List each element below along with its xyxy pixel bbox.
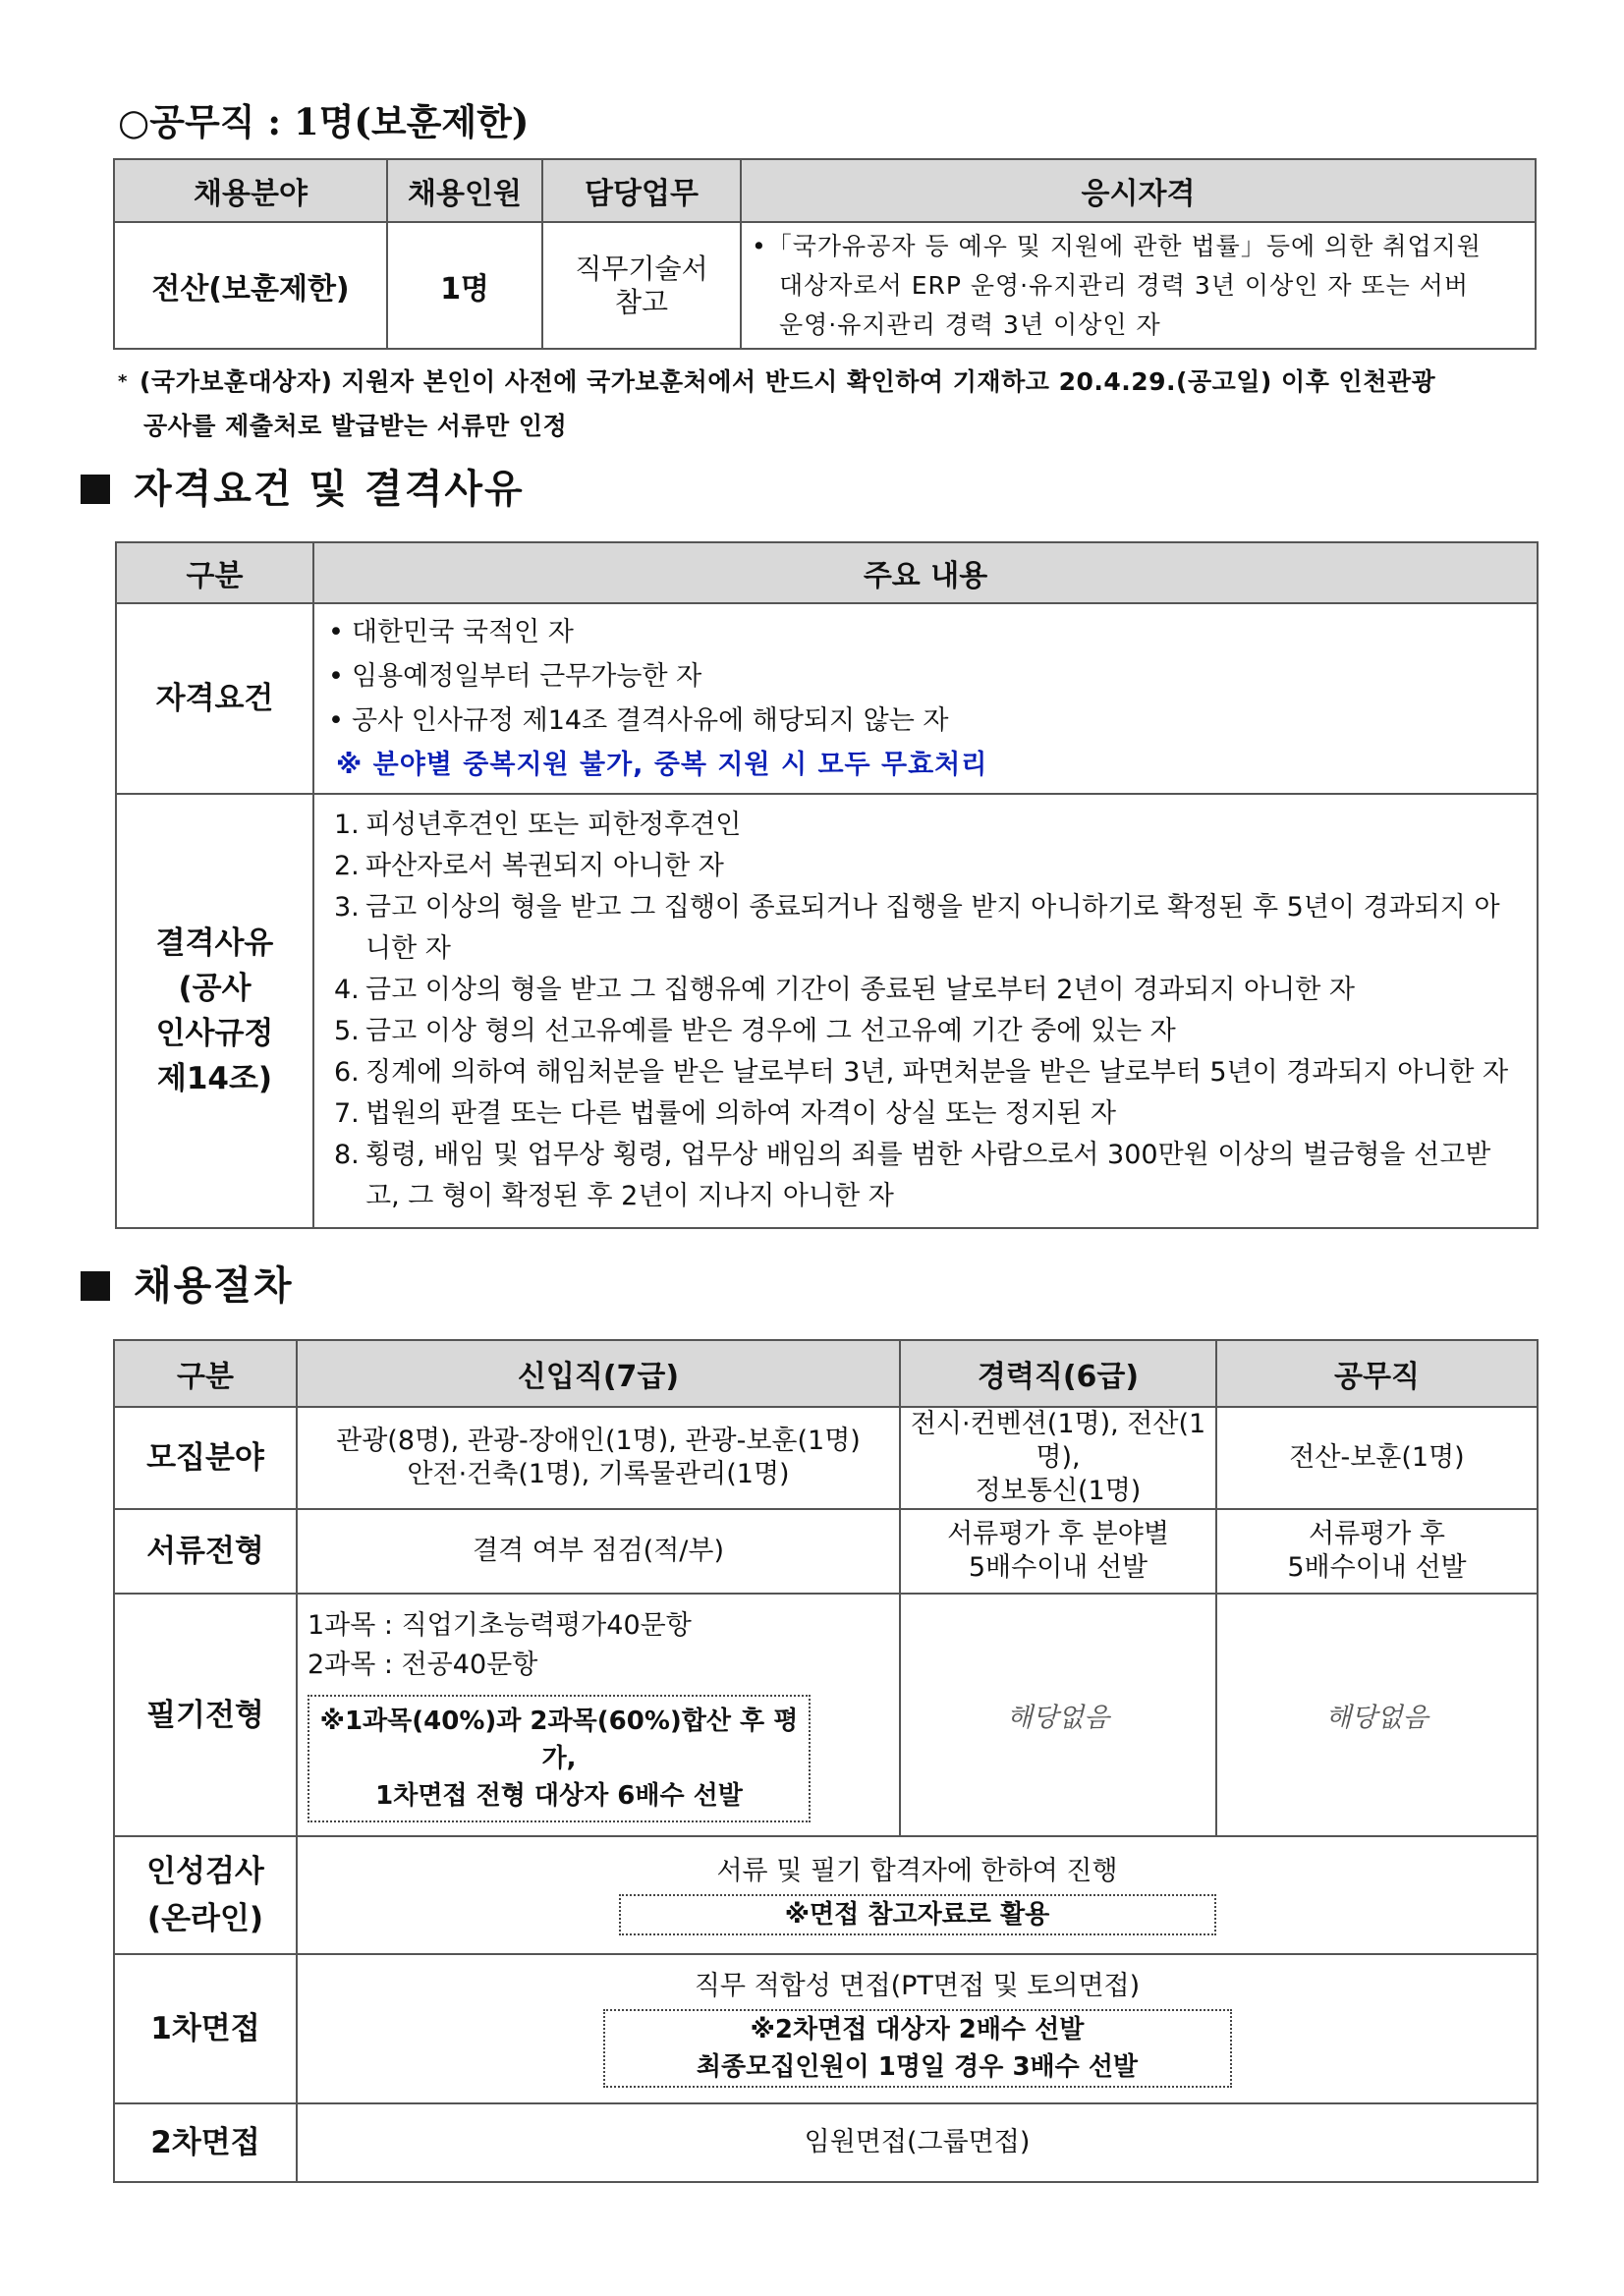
recruit-exp-cell: 전시·컨벤션(1명), 전산(1명), 정보통신(1명): [900, 1407, 1216, 1509]
docs-staff-cell: 서류평가 후 5배수이내 선발: [1216, 1509, 1538, 1594]
table-row-interview2: [114, 2103, 1538, 2182]
list-item: 8. 횡령, 배임 및 업무상 횡령, 업무상 배임의 죄를 범한 사람으로서 300만원 이상의 벌금형을 선고받고, 그 형이 확정된 후 2년이 지나지 아니한 자: [334, 1140, 1491, 1211]
section-heading-procedure: [81, 1255, 294, 1311]
count-cell: 1명: [387, 222, 542, 349]
row-label: 1차면접: [114, 1954, 297, 2103]
table-row-written: [114, 1594, 1538, 1836]
square-bullet-icon: [81, 1271, 110, 1301]
disqualification-category: 결격사유 (공사 인사규정 제14조): [116, 794, 313, 1228]
asterisk-icon: *: [118, 371, 128, 392]
list-item: • 대한민국 국적인 자: [328, 610, 1523, 654]
list-item: 6. 징계에 의하여 해임처분을 받은 날로부터 3년, 파면처분을 받은 날로부터 5년이 경과되지 아니한 자: [334, 1057, 1509, 1088]
table-row-personality: [114, 1836, 1538, 1954]
interview1-note-box: ※2차면접 대상자 2배수 선발 최종모집인원이 1명일 경우 3배수 선발: [603, 2009, 1232, 2088]
personality-note-box: ※면접 참고자료로 활용: [619, 1894, 1216, 1935]
row-label: 서류전형: [114, 1509, 297, 1594]
header-new-hire: 신입직(7급): [297, 1340, 900, 1407]
table-row-docs: [114, 1509, 1538, 1594]
row-label: 모집분야: [114, 1407, 297, 1509]
note-line: (국가보훈대상자) 지원자 본인이 사전에 국가보훈처에서 반드시 확인하여 기재하고 20.4.29.(공고일) 이후 인천관광: [140, 367, 1436, 396]
section-heading-qualification: [81, 458, 525, 514]
header-count: 채용인원: [387, 159, 542, 222]
recruit-staff-cell: 전산-보훈(1명): [1216, 1407, 1538, 1509]
header-category: 구분: [114, 1340, 297, 1407]
section-heading-text: 자격요건 및 결격사유: [134, 467, 525, 512]
duty-line: 직무기술서: [575, 252, 708, 285]
bullet-icon: •: [328, 617, 344, 647]
list-item: 7. 법원의 판결 또는 다른 법률에 의하여 자격이 상실 또는 정지된 자: [334, 1098, 1116, 1129]
header-field: 채용분야: [114, 159, 387, 222]
qualification-line: •「국가유공자 등 예우 및 지원에 관한 법률」등에 의한 취업지원: [752, 231, 1482, 260]
list-item: 5. 금고 이상 형의 선고유예를 받은 경우에 그 선고유예 기간 중에 있는 자: [334, 1016, 1176, 1046]
disqualification-list: [313, 794, 1538, 1228]
header-staff: 공무직: [1216, 1340, 1538, 1407]
list-item: 3. 금고 이상의 형을 받고 그 집행이 종료되거나 집행을 받지 아니하기로 확정된 후 5년이 경과되지 아니한 자: [334, 892, 1500, 964]
staff-position-table: [113, 158, 1537, 350]
duty-cell: [542, 222, 741, 349]
list-item: • 임용예정일부터 근무가능한 자: [328, 654, 1523, 699]
row-label: 2차면접: [114, 2103, 297, 2182]
table-row: [116, 603, 1538, 794]
docs-exp-cell: 서류평가 후 분야별 5배수이내 선발: [900, 1509, 1216, 1594]
header-qualification: 응시자격: [741, 159, 1536, 222]
circle-mark-icon: ○: [118, 101, 150, 143]
table-row: [114, 222, 1536, 349]
table-row-recruit: [114, 1407, 1538, 1509]
row-label: 인성검사 (온라인): [114, 1836, 297, 1954]
list-item: 1. 피성년후견인 또는 피한정후견인: [334, 810, 742, 840]
duplicate-application-notice: ※ 분야별 중복지원 불가, 중복 지원 시 모두 무효처리: [336, 750, 988, 780]
header-category: 구분: [116, 542, 313, 603]
table-header-row: [114, 1340, 1538, 1407]
qualification-line: 운영·유지관리 경력 3년 이상인 자: [779, 309, 1161, 339]
interview2-cell: 임원면접(그룹면접): [297, 2103, 1538, 2182]
qualification-line: 대상자로서 ERP 운영·유지관리 경력 3년 이상인 자 또는 서버: [779, 270, 1469, 300]
bullet-icon: •: [328, 661, 344, 692]
written-note-box: ※1과목(40%)과 2과목(60%)합산 후 평가, 1차면접 전형 대상자 6배수 선발: [308, 1695, 811, 1822]
header-content: 주요 내용: [313, 542, 1538, 603]
recruitment-procedure-table: [113, 1339, 1539, 2183]
duty-line: 참고: [614, 285, 669, 318]
written-new-cell: 1과목 : 직업기초능력평가40문항 2과목 : 전공40문항 ※1과목(40%)과 2과목(60%)합산 후 평가, 1차면접 전형 대상자 6배수 선발: [297, 1594, 900, 1836]
qualification-table: [115, 541, 1539, 1229]
square-bullet-icon: [81, 475, 110, 504]
table-header-row: [114, 159, 1536, 222]
row-label: 필기전형: [114, 1594, 297, 1836]
written-exp-cell: 해당없음: [900, 1594, 1216, 1836]
field-cell: 전산(보훈제한): [114, 222, 387, 349]
header-duty: 담당업무: [542, 159, 741, 222]
qualification-list: [313, 603, 1538, 794]
section-heading-text: 공무직 : 1명(보훈제한): [149, 100, 530, 143]
table-row-interview1: [114, 1954, 1538, 2103]
section-heading-text: 채용절차: [134, 1263, 294, 1309]
header-experienced: 경력직(6급): [900, 1340, 1216, 1407]
docs-new-cell: 결격 여부 점검(적/부): [297, 1509, 900, 1594]
list-item: 4. 금고 이상의 형을 받고 그 집행유예 기간이 종료된 날로부터 2년이 경과되지 아니한 자: [334, 975, 1355, 1005]
bullet-icon: •: [328, 705, 344, 736]
note-line: 공사를 제출처로 발급받는 서류만 인정: [143, 412, 568, 440]
section-heading-staff: [118, 92, 529, 145]
recruit-new-cell: 관광(8명), 관광-장애인(1명), 관광-보훈(1명) 안전·건축(1명), 기록물관리(1명): [297, 1407, 900, 1509]
interview1-cell: 직무 적합성 면접(PT면접 및 토의면접) ※2차면접 대상자 2배수 선발 최종모집인원이 1명일 경우 3배수 선발: [297, 1954, 1538, 2103]
table-row: [116, 794, 1538, 1228]
qualification-category: 자격요건: [116, 603, 313, 794]
veterans-note: [118, 360, 1552, 448]
list-item: • 공사 인사규정 제14조 결격사유에 해당되지 않는 자: [328, 699, 1523, 743]
personality-cell: 서류 및 필기 합격자에 한하여 진행 ※면접 참고자료로 활용: [297, 1836, 1538, 1954]
qualification-cell: [741, 222, 1536, 349]
written-staff-cell: 해당없음: [1216, 1594, 1538, 1836]
list-item: 2. 파산자로서 복권되지 아니한 자: [334, 851, 724, 881]
table-header-row: [116, 542, 1538, 603]
